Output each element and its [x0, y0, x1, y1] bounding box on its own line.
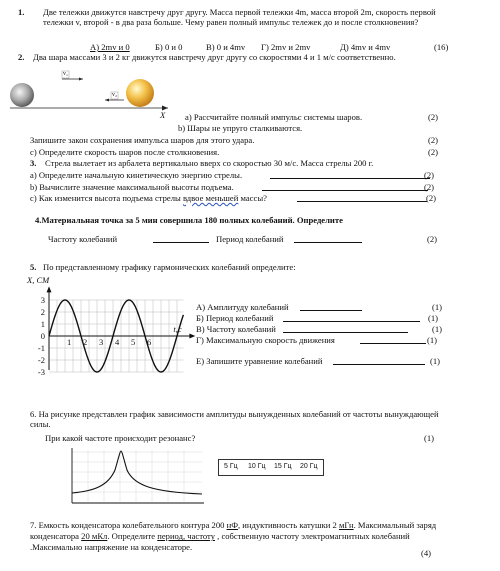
q3-b-points: (2)	[424, 182, 435, 192]
q1-option-a: А) 2mv и 0	[90, 42, 130, 52]
q3-b: b) Вычислите значение максимальной высоты подъема.	[30, 182, 234, 192]
q3-text: Стрела вылетает из арбалета вертикально вверх со скоростью 30 м/с. Масса стрелы 200 г.	[45, 158, 374, 168]
q5-item-c-points: (1)	[432, 324, 443, 334]
q4-points: (2)	[427, 234, 438, 244]
q7-nf: нФ	[226, 520, 238, 530]
v1-label: v₁	[63, 71, 69, 77]
x-axis-label: t,c	[173, 324, 182, 334]
q2-a: а) Рассчитайте полный импульс системы шаров.	[185, 112, 363, 122]
q5-item-a: А) Амплитуду колебаний	[196, 302, 289, 312]
q1-option-b: Б) 0 и 0	[155, 42, 183, 52]
q5-item-b-points: (1)	[428, 313, 439, 323]
q2-c: с) Определите скорость шаров после столкновения.	[30, 147, 220, 157]
q1-option-c: В) 0 и 4mv	[206, 42, 246, 52]
q5-item-c-blank	[283, 332, 408, 333]
x-tick-label: 5	[131, 337, 136, 347]
q6-question: При какой частоте происходит резонанс?	[45, 433, 196, 443]
q5-item-e-blank	[333, 364, 425, 365]
q6-points: (1)	[424, 433, 435, 443]
q7-mgn: мГн	[338, 520, 354, 530]
q5-item-b-blank	[283, 321, 420, 322]
q7-part-5: , собственную частоту электромагнитных колебаний .Максимально напряжение на конденсаторе.	[30, 531, 410, 553]
y-tick-label: -1	[37, 343, 45, 353]
q1-option-e: Д) 4mv и 4mv	[340, 42, 391, 52]
x-tick-label: 1	[67, 337, 72, 347]
y-tick-label: -2	[37, 355, 45, 365]
y-tick-label: 3	[40, 295, 45, 305]
y-axis-label: X, CM	[27, 275, 50, 285]
q5-item-c: В) Частоту колебаний	[196, 324, 276, 334]
q3-c	[30, 193, 267, 203]
q2-law: Запишите закон сохранения импульса шаров для этого удара.	[30, 135, 255, 145]
q7-part-3: . Максимальный заряд конденсатора	[30, 520, 437, 542]
q3-a: а) Определите начальную кинетическую энергию стрелы.	[30, 170, 243, 180]
ball-left	[10, 83, 34, 107]
q3-c-after: массы?	[238, 193, 267, 203]
q4-frequency: Частоту колебаний	[48, 234, 118, 244]
q2-b: b) Шары не упруго сталкиваются.	[178, 123, 303, 133]
q3-b-blank	[262, 190, 428, 191]
y-axis-arrow	[47, 286, 52, 292]
ball-right	[126, 79, 154, 107]
x-tick-label: 2	[83, 337, 88, 347]
q5-item-b: Б) Период колебаний	[196, 313, 274, 323]
q6-option-4: 20 Гц	[300, 463, 318, 470]
oscillation-chart	[25, 274, 195, 394]
q3-c-blank	[297, 201, 427, 202]
q3-c-before: с) Как изменится высота подъема стрелы	[30, 193, 183, 203]
q5-item-a-blank	[300, 310, 362, 311]
q1-option-d: Г) 2mv и 2mv	[261, 42, 311, 52]
x-tick-label: 4	[115, 337, 120, 347]
q3-number: 3.	[30, 158, 37, 168]
q6-option-1: 5 Гц	[224, 463, 238, 470]
x-axis-label: X	[160, 110, 166, 120]
q5-item-d: Г) Максимальную скорость движения	[196, 335, 335, 345]
q5-item-a-points: (1)	[432, 302, 443, 312]
x-tick-label: 6	[147, 337, 152, 347]
q2-text: Два шара массами 3 и 2 кг движутся навстречу друг другу со скоростями 4 и 1 м/с соответственно.	[33, 52, 396, 62]
q7-points: (4)	[421, 548, 432, 558]
q3-a-blank	[270, 178, 430, 179]
q5-item-d-blank	[360, 343, 426, 344]
q1-number: 1.	[18, 7, 25, 17]
y-tick-label: 0	[40, 331, 45, 341]
q1-points: (16)	[434, 42, 449, 52]
x-tick-label: 3	[99, 337, 104, 347]
q7-period: период, частоту	[157, 531, 215, 542]
y-tick-label: 2	[40, 307, 45, 317]
q7-charge: 20 мКл	[81, 531, 108, 542]
y-tick-label: -3	[37, 367, 45, 377]
q4-text: 4.Материальная точка за 5 мин совершила 180 полных колебаний. Определите	[35, 215, 343, 225]
q7-part-1: 7. Емкость конденсатора колебательного контура 200	[30, 520, 227, 530]
q7-text	[30, 520, 450, 554]
q5-item-e-points: (1)	[430, 356, 441, 366]
v2-label: v₂	[112, 92, 118, 98]
q3-a-points: (2)	[424, 170, 435, 180]
q2-law-points: (2)	[428, 135, 439, 145]
q4-period-blank	[294, 242, 362, 243]
q3-c-link: вдвое меньшей	[182, 193, 239, 203]
q5-text: По представленному графику гармонических колебаний определите:	[43, 262, 296, 272]
q3-c-points: (2)	[426, 193, 437, 203]
q7-part-2: , индуктивность катушки 2	[237, 520, 339, 530]
q4-period: Период колебаний	[216, 234, 284, 244]
q2-c-points: (2)	[428, 147, 439, 157]
q5-item-d-points: (1)	[427, 335, 438, 345]
q2-a-points: (2)	[428, 112, 439, 122]
q1-text: Две тележки движутся навстречу друг другу. Масса первой тележки 4m, масса второй 2m, скорость первой тележки v, второй - в два раза больше. Чему равен полный импульс тележек до и после столкновения?	[43, 7, 436, 28]
q7-part-4: . Определите	[107, 531, 158, 542]
q6-option-3: 15 Гц	[274, 463, 292, 470]
q6-text: 6. На рисунке представлен график зависимости амплитуды вынужденных колебаний от частоты вынуждающей силы.	[30, 409, 439, 430]
resonance-chart	[64, 446, 209, 510]
x-axis-arrow	[189, 334, 195, 339]
q4-frequency-blank	[153, 242, 209, 243]
q2-number: 2.	[18, 52, 25, 62]
q6-option-2: 10 Гц	[248, 463, 266, 470]
q5-number: 5.	[30, 262, 37, 272]
q5-item-e: Е) Запишите уравнение колебаний	[196, 356, 323, 366]
y-tick-label: 1	[40, 319, 45, 329]
resonance-curve	[72, 451, 202, 494]
